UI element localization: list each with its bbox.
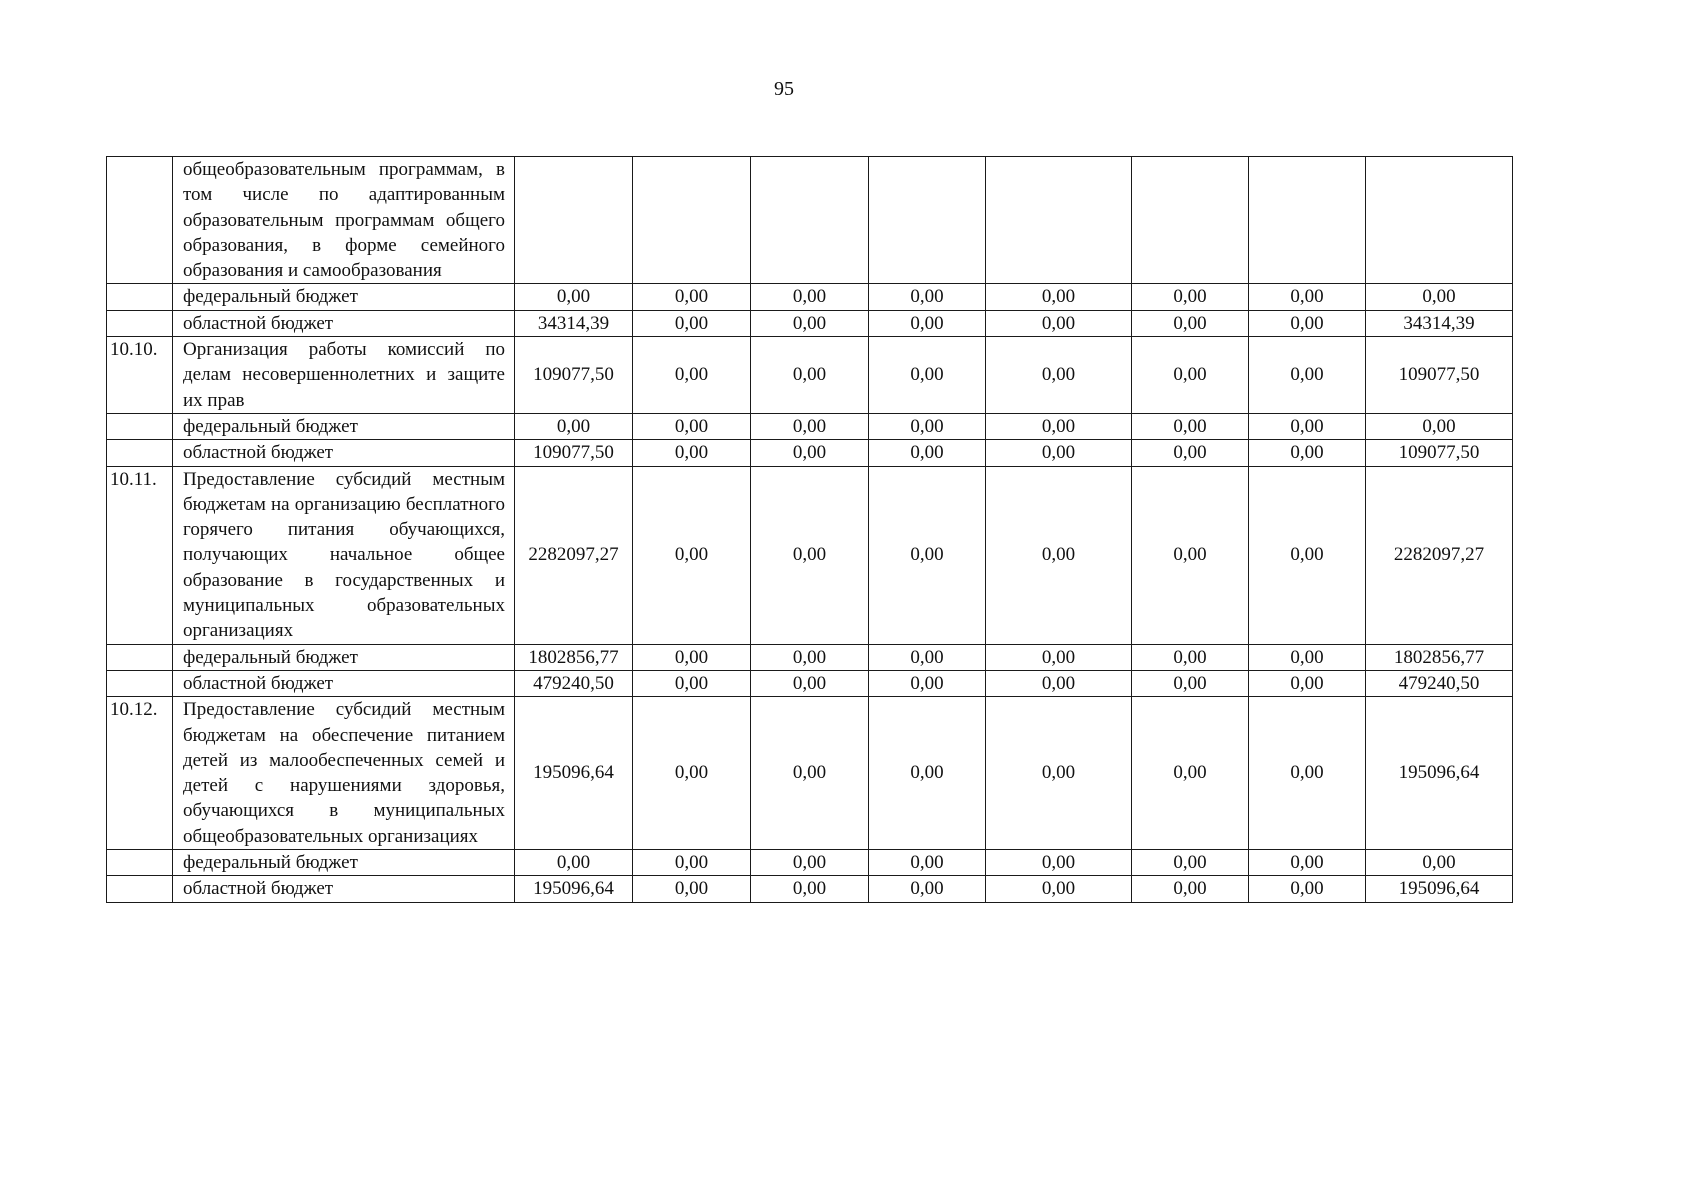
year-value-cell: 0,00 [1249,670,1366,696]
year-value-cell: 0,00 [986,644,1132,670]
year-value-cell [1132,157,1249,284]
year-value-cell: 0,00 [1132,284,1249,310]
year-value-cell [986,157,1132,284]
year-value-cell: 0,00 [869,466,986,644]
total-value-cell: 0,00 [1366,413,1513,439]
year-value-cell [633,157,751,284]
table-body [107,157,1513,903]
year-value-cell: 0,00 [633,413,751,439]
year-value-cell: 2282097,27 [515,466,633,644]
budget-source-label: федеральный бюджет [173,850,515,876]
year-value-cell: 0,00 [633,466,751,644]
program-item-row [107,157,1513,284]
year-value-cell: 0,00 [751,670,869,696]
year-value-cell: 0,00 [633,850,751,876]
year-value-cell: 1802856,77 [515,644,633,670]
year-value-cell: 0,00 [1249,440,1366,466]
item-description-cell: Предоставление субсидий местным бюджетам на организацию бесплатного горячего питания обучающихся, получающих начальное общее образование в государственных и муниципальных образовательных организациях [173,466,515,644]
year-value-cell: 0,00 [869,310,986,336]
item-number-cell: 10.10. [107,337,173,414]
budget-source-row [107,644,1513,670]
budget-source-row [107,284,1513,310]
year-value-cell: 0,00 [633,644,751,670]
year-value-cell: 0,00 [1132,697,1249,850]
year-value-cell: 0,00 [1132,876,1249,902]
year-value-cell: 195096,64 [515,697,633,850]
year-value-cell: 0,00 [869,670,986,696]
year-value-cell: 0,00 [869,850,986,876]
year-value-cell: 0,00 [1132,413,1249,439]
budget-source-row [107,850,1513,876]
budget-source-label: федеральный бюджет [173,644,515,670]
year-value-cell: 0,00 [515,284,633,310]
year-value-cell: 0,00 [1132,440,1249,466]
item-number-cell [107,670,173,696]
year-value-cell: 0,00 [1132,310,1249,336]
item-number-cell [107,644,173,670]
program-item-row [107,337,1513,414]
year-value-cell: 0,00 [986,413,1132,439]
year-value-cell: 0,00 [869,644,986,670]
year-value-cell: 0,00 [1249,466,1366,644]
total-value-cell: 195096,64 [1366,697,1513,850]
year-value-cell: 0,00 [751,337,869,414]
total-value-cell: 0,00 [1366,284,1513,310]
year-value-cell: 34314,39 [515,310,633,336]
total-value-cell: 0,00 [1366,850,1513,876]
item-number-cell [107,157,173,284]
item-description-cell: общеобразовательным программам, в том числе по адаптированным образовательным программам общего образования, в форме семейного образования и самообразования [173,157,515,284]
total-value-cell: 109077,50 [1366,337,1513,414]
budget-source-label: федеральный бюджет [173,413,515,439]
year-value-cell: 0,00 [986,670,1132,696]
year-value-cell: 0,00 [1249,413,1366,439]
budget-source-row [107,876,1513,902]
budget-source-label: областной бюджет [173,670,515,696]
item-number-cell [107,284,173,310]
year-value-cell: 0,00 [633,697,751,850]
year-value-cell [1249,157,1366,284]
year-value-cell: 0,00 [633,876,751,902]
year-value-cell: 0,00 [986,697,1132,850]
year-value-cell: 0,00 [869,697,986,850]
budget-source-row [107,670,1513,696]
year-value-cell: 0,00 [1249,697,1366,850]
total-value-cell: 34314,39 [1366,310,1513,336]
year-value-cell [869,157,986,284]
item-number-cell: 10.11. [107,466,173,644]
year-value-cell: 0,00 [986,876,1132,902]
total-value-cell: 2282097,27 [1366,466,1513,644]
total-value-cell: 109077,50 [1366,440,1513,466]
year-value-cell: 0,00 [1249,337,1366,414]
item-number-cell: 10.12. [107,697,173,850]
year-value-cell: 0,00 [633,310,751,336]
year-value-cell: 0,00 [1132,850,1249,876]
year-value-cell: 109077,50 [515,337,633,414]
year-value-cell: 0,00 [1249,644,1366,670]
year-value-cell: 0,00 [986,310,1132,336]
year-value-cell: 109077,50 [515,440,633,466]
year-value-cell [751,157,869,284]
year-value-cell: 0,00 [1249,876,1366,902]
year-value-cell: 0,00 [986,337,1132,414]
year-value-cell: 0,00 [633,284,751,310]
year-value-cell: 195096,64 [515,876,633,902]
total-value-cell [1366,157,1513,284]
item-number-cell [107,310,173,336]
year-value-cell: 0,00 [1249,850,1366,876]
total-value-cell: 1802856,77 [1366,644,1513,670]
year-value-cell: 0,00 [986,850,1132,876]
page-number: 95 [774,78,794,100]
year-value-cell: 0,00 [751,697,869,850]
budget-source-label: федеральный бюджет [173,284,515,310]
item-number-cell [107,413,173,439]
year-value-cell: 0,00 [751,466,869,644]
year-value-cell: 0,00 [751,850,869,876]
year-value-cell: 0,00 [1249,284,1366,310]
year-value-cell: 0,00 [869,413,986,439]
year-value-cell: 0,00 [869,337,986,414]
program-item-row [107,697,1513,850]
year-value-cell: 0,00 [751,284,869,310]
year-value-cell: 0,00 [633,670,751,696]
budget-source-label: областной бюджет [173,310,515,336]
budget-source-row [107,440,1513,466]
budget-source-label: областной бюджет [173,440,515,466]
budget-source-row [107,413,1513,439]
total-value-cell: 479240,50 [1366,670,1513,696]
year-value-cell: 0,00 [869,284,986,310]
program-item-row [107,466,1513,644]
year-value-cell: 0,00 [633,337,751,414]
year-value-cell: 479240,50 [515,670,633,696]
year-value-cell: 0,00 [515,850,633,876]
year-value-cell: 0,00 [1132,466,1249,644]
year-value-cell: 0,00 [751,310,869,336]
year-value-cell: 0,00 [869,876,986,902]
year-value-cell [515,157,633,284]
budget-source-label: областной бюджет [173,876,515,902]
year-value-cell: 0,00 [986,284,1132,310]
item-number-cell [107,850,173,876]
item-number-cell [107,876,173,902]
budget-source-row [107,310,1513,336]
year-value-cell: 0,00 [869,440,986,466]
year-value-cell: 0,00 [633,440,751,466]
item-description-cell: Организация работы комиссий по делам несовершеннолетних и защите их прав [173,337,515,414]
year-value-cell: 0,00 [751,413,869,439]
year-value-cell: 0,00 [751,440,869,466]
budget-table [106,156,1513,903]
year-value-cell: 0,00 [1132,337,1249,414]
year-value-cell: 0,00 [986,440,1132,466]
year-value-cell: 0,00 [1132,644,1249,670]
year-value-cell: 0,00 [751,644,869,670]
year-value-cell: 0,00 [751,876,869,902]
total-value-cell: 195096,64 [1366,876,1513,902]
item-description-cell: Предоставление субсидий местным бюджетам на обеспечение питанием детей из малообеспеченных семей и детей с нарушениями здоровья, обучающихся в муниципальных общеобразовательных организациях [173,697,515,850]
year-value-cell: 0,00 [1132,670,1249,696]
year-value-cell: 0,00 [1249,310,1366,336]
year-value-cell: 0,00 [515,413,633,439]
year-value-cell: 0,00 [986,466,1132,644]
item-number-cell [107,440,173,466]
